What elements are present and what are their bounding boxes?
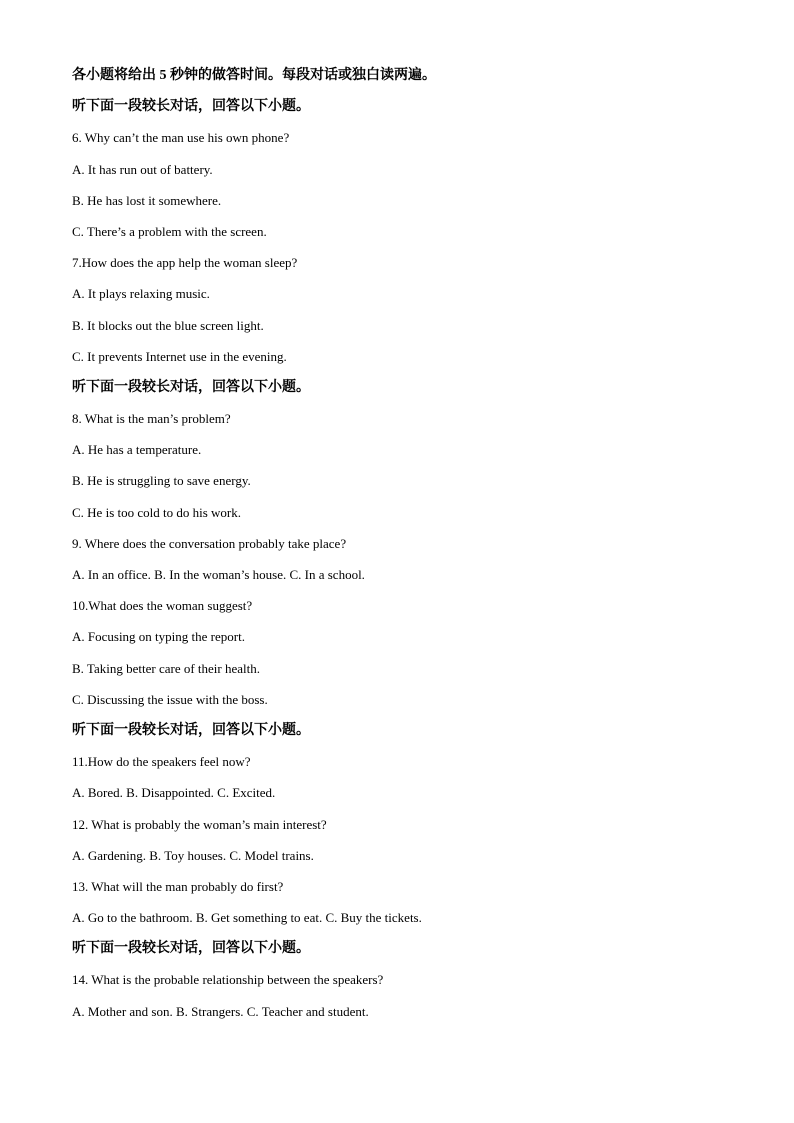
question-12: 12. What is probably the woman’s main interest? <box>72 816 327 832</box>
question-10: 10.What does the woman suggest? <box>72 598 253 614</box>
section-heading: 听下面一段较长对话，回答以下小题。 <box>72 941 310 957</box>
q13-options: A. Go to the bathroom. B. Get something to eat. C. Buy the tickets. <box>72 910 422 926</box>
q11-options: A. Bored. B. Disappointed. C. Excited. <box>72 785 276 801</box>
document-page <box>72 60 732 1027</box>
question-7: 7.How does the app help the woman sleep? <box>72 255 298 271</box>
q7-option-a: A. It plays relaxing music. <box>72 286 210 302</box>
q8-option-b: B. He is struggling to save energy. <box>72 473 251 489</box>
q12-options: A. Gardening. B. Toy houses. C. Model trains. <box>72 847 314 863</box>
q14-options: A. Mother and son. B. Strangers. C. Teacher and student. <box>72 1003 369 1019</box>
q8-option-a: A. He has a temperature. <box>72 442 202 458</box>
question-6: 6. Why can’t the man use his own phone? <box>72 130 290 146</box>
section-heading: 听下面一段较长对话，回答以下小题。 <box>72 379 310 395</box>
question-13: 13. What will the man probably do first? <box>72 878 284 894</box>
q10-option-c: C. Discussing the issue with the boss. <box>72 691 268 707</box>
q6-option-c: C. There’s a problem with the screen. <box>72 223 267 239</box>
question-11: 11.How do the speakers feel now? <box>72 754 251 770</box>
question-8: 8. What is the man’s problem? <box>72 411 231 427</box>
q7-option-c: C. It prevents Internet use in the evening. <box>72 348 287 364</box>
q7-option-b: B. It blocks out the blue screen light. <box>72 317 264 333</box>
q8-option-c: C. He is too cold to do his work. <box>72 504 241 520</box>
q6-option-b: B. He has lost it somewhere. <box>72 192 222 208</box>
instruction-text: 各小题将给出 5 秒钟的做答时间。每段对话或独白读两遍。 <box>72 68 436 83</box>
q10-option-a: A. Focusing on typing the report. <box>72 629 245 645</box>
q10-option-b: B. Taking better care of their health. <box>72 660 260 676</box>
q6-option-a: A. It has run out of battery. <box>72 161 213 177</box>
question-9: 9. Where does the conversation probably take place? <box>72 535 347 551</box>
section-heading: 听下面一段较长对话，回答以下小题。 <box>72 99 310 115</box>
section-heading: 听下面一段较长对话，回答以下小题。 <box>72 722 310 738</box>
q9-options: A. In an office. B. In the woman’s house. C. In a school. <box>72 567 365 582</box>
question-14: 14. What is the probable relationship between the speakers? <box>72 972 384 988</box>
